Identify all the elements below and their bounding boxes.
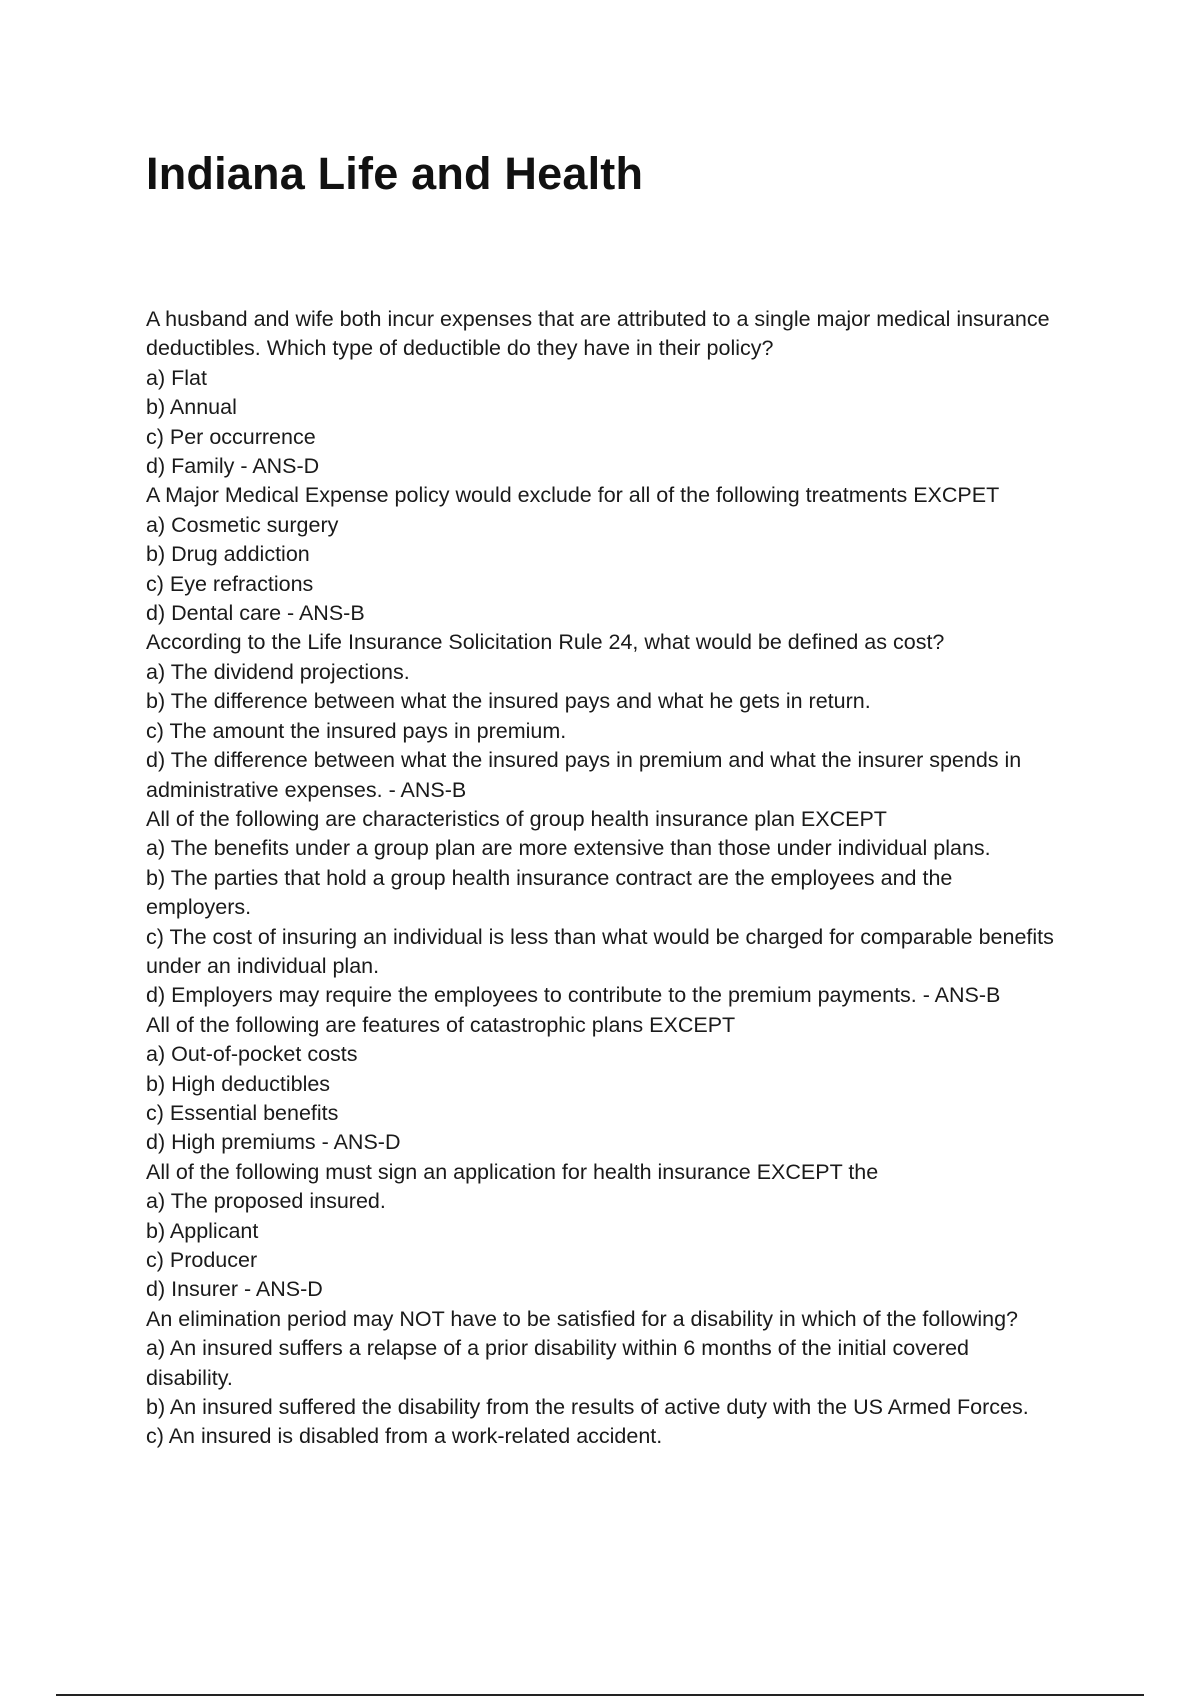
text-line: An elimination period may NOT have to be satisfied for a disability in which of the following? — [146, 1306, 1018, 1331]
text-line: All of the following are features of catastrophic plans EXCEPT — [146, 1012, 736, 1037]
text-line: b) An insured suffered the disability from the results of active duty with the US Armed Forces. — [146, 1395, 1029, 1420]
text-line: under an individual plan. — [146, 953, 380, 978]
text-line: c) Producer — [146, 1248, 258, 1272]
text-line: a) The proposed insured. — [146, 1189, 386, 1214]
text-line: A husband and wife both incur expenses that are attributed to a single major medical insurance — [146, 307, 1050, 331]
text-line: d) The difference between what the insured pays in premium and what the insurer spends in — [146, 748, 1022, 773]
text-line: All of the following must sign an application for health insurance EXCEPT the — [146, 1159, 879, 1184]
text-line: b) High deductibles — [146, 1071, 331, 1096]
text-line: employers. — [146, 895, 252, 920]
text-line: b) Drug addiction — [146, 542, 310, 567]
footer-divider — [56, 1694, 1144, 1696]
text-line: a) Flat — [146, 365, 207, 390]
text-line: a) Cosmetic surgery — [146, 512, 339, 537]
text-line: a) An insured suffers a relapse of a prior disability within 6 months of the initial covered — [146, 1336, 970, 1361]
document-body — [146, 305, 1086, 1452]
text-line: c) The cost of insuring an individual is less than what would be charged for comparable benefits — [146, 924, 1054, 949]
text-line: c) Per occurrence — [146, 424, 316, 449]
text-line: b) The parties that hold a group health insurance contract are the employees and the — [146, 865, 953, 890]
text-line: b) Applicant — [146, 1218, 259, 1243]
text-line: a) Out-of-pocket costs — [146, 1042, 358, 1067]
text-line: All of the following are characteristics of group health insurance plan EXCEPT — [146, 806, 887, 831]
text-line: administrative expenses. - ANS-B — [146, 777, 467, 802]
text-line: According to the Life Insurance Solicitation Rule 24, what would be defined as cost? — [146, 630, 945, 655]
text-line: d) Dental care - ANS-B — [146, 601, 365, 626]
text-line: A Major Medical Expense policy would exclude for all of the following treatments EXCPET — [146, 483, 1000, 508]
text-line: a) The benefits under a group plan are more extensive than those under individual plans. — [146, 836, 991, 861]
text-line: disability. — [146, 1365, 233, 1390]
text-line: b) Annual — [146, 395, 237, 420]
text-line: a) The dividend projections. — [146, 659, 410, 684]
document-title: Indiana Life and Health — [146, 148, 644, 199]
text-line: c) Essential benefits — [146, 1100, 339, 1125]
text-line: c) An insured is disabled from a work-related accident. — [146, 1424, 663, 1449]
text-line: d) Family - ANS-D — [146, 454, 320, 479]
text-line: d) Employers may require the employees to contribute to the premium payments. - ANS-B — [146, 983, 1001, 1008]
text-line: c) The amount the insured pays in premium. — [146, 718, 567, 743]
text-line: d) Insurer - ANS-D — [146, 1277, 323, 1302]
text-line: b) The difference between what the insured pays and what he gets in return. — [146, 689, 871, 714]
text-line: deductibles. Which type of deductible do they have in their policy? — [146, 336, 774, 361]
text-line: c) Eye refractions — [146, 571, 314, 596]
text-line: d) High premiums - ANS-D — [146, 1130, 401, 1155]
